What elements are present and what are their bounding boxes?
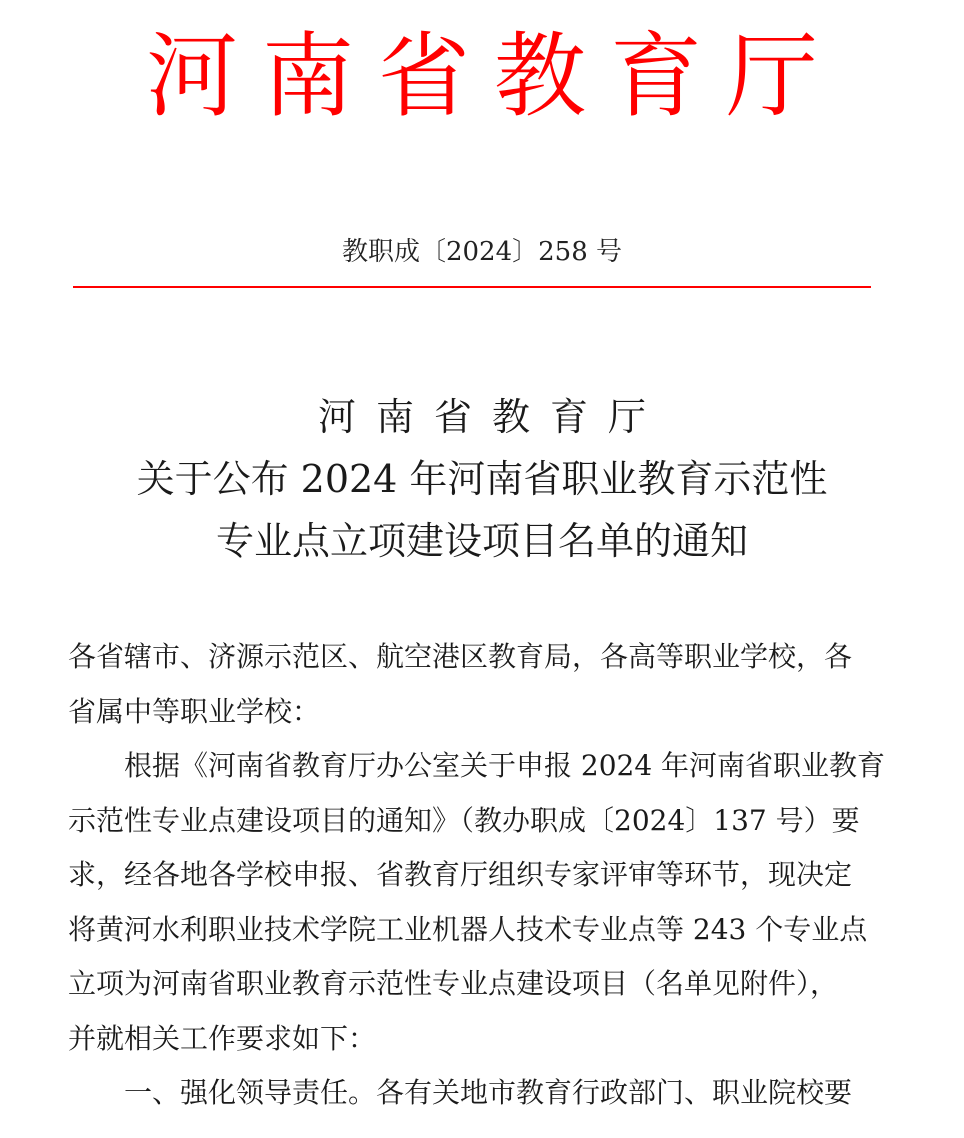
section-heading-line: 一、强化领导责任。各有关地市教育行政部门、职业院校要 [124,1076,853,1109]
addressee-line-2: 省属中等职业学校： [68,694,321,728]
title-line-3: 专业点立项建设项目名单的通知 [215,519,748,563]
title-line-2: 关于公布 2024 年河南省职业教育示范性 [136,457,828,501]
document-title [0,386,964,572]
paragraph-line: 求，经各地各学校申报、省教育厅组织专家评审等环节，现决定 [68,858,853,891]
paragraph-line: 根据《河南省教育厅办公室关于申报 2024 年河南省职业教育 [124,749,886,782]
addressee-line-1: 各省辖市、济源示范区、航空港区教育局，各高等职业学校，各 [68,640,853,673]
document-number: 教职成〔2024〕258 号 [341,237,623,267]
paragraph-line: 立项为河南省职业教育示范性专业点建设项目（名单见附件）， [68,967,839,1000]
document-body [68,630,898,1121]
paragraph-line: 示范性专业点建设项目的通知》（教办职成〔2024〕137 号）要 [68,803,860,837]
title-issuer: 河南省教育厅 [317,395,666,439]
red-divider-rule [73,286,871,288]
masthead-title: 河南省教育厅 [145,23,842,130]
paragraph-line: 并就相关工作要求如下： [68,1021,377,1055]
paragraph-line: 将黄河水利职业技术学院工业机器人技术专业点等 243 个专业点 [68,912,868,946]
